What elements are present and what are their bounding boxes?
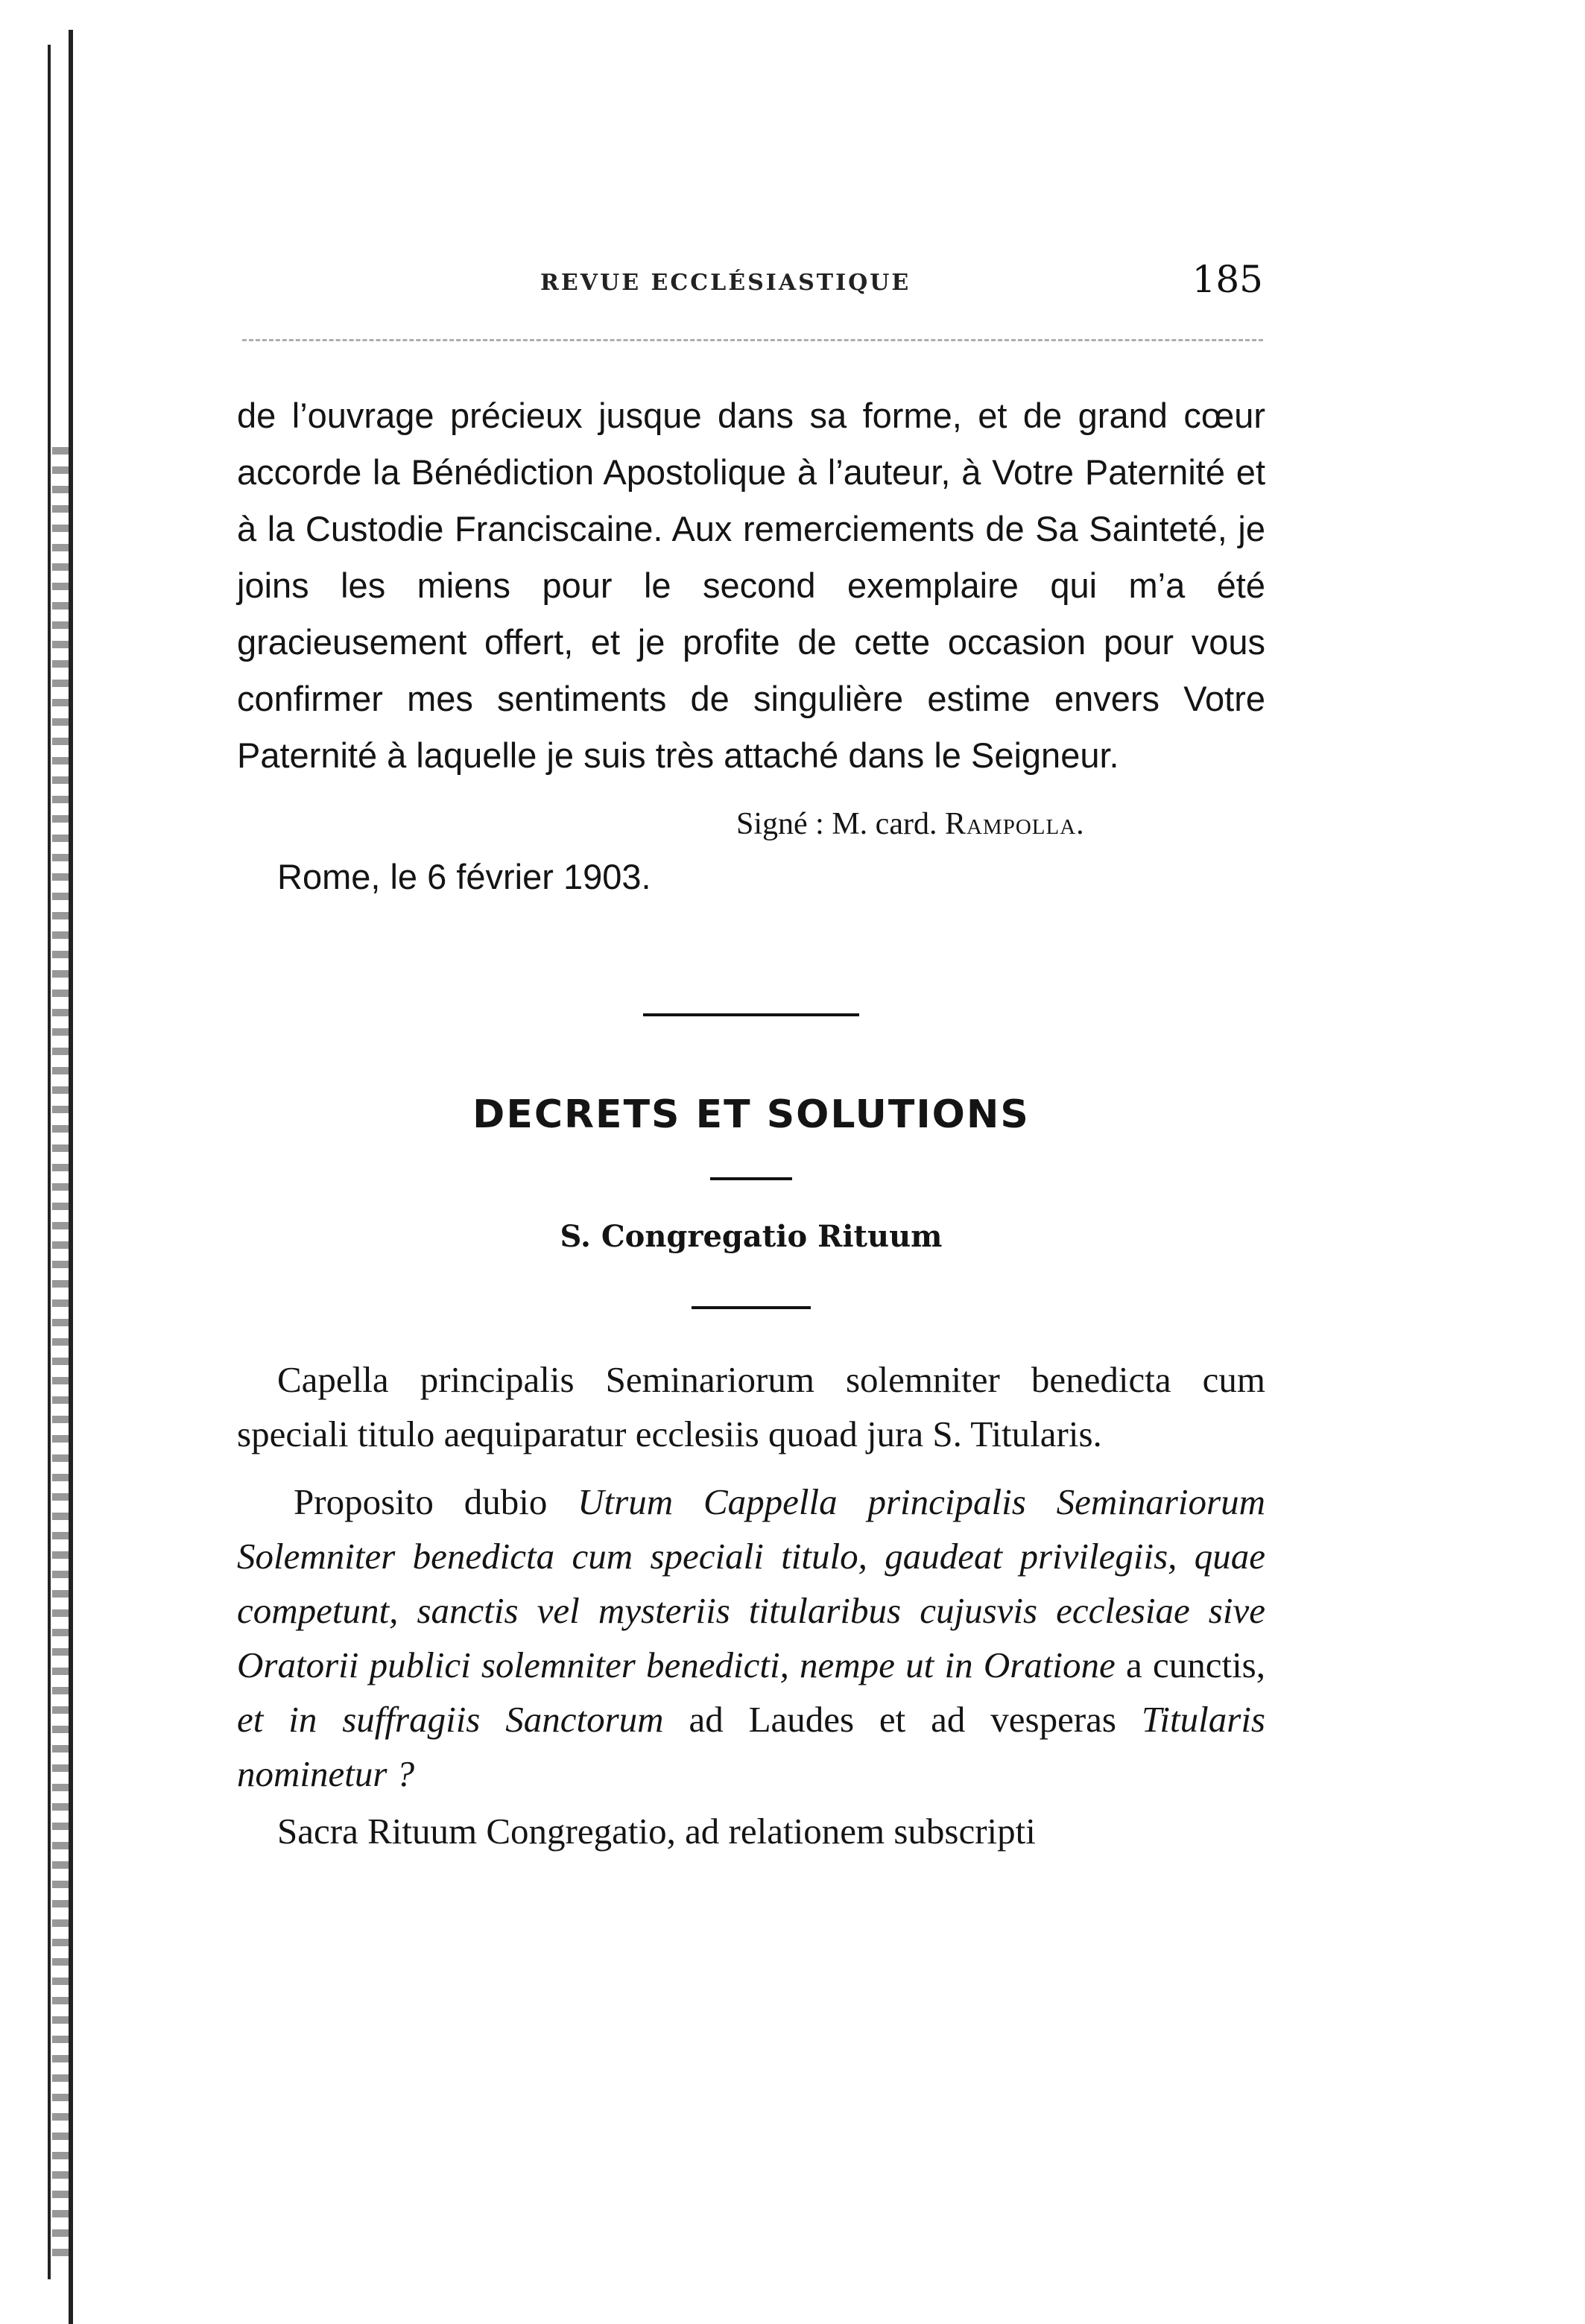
binding-line <box>48 45 51 2279</box>
running-title: REVUE ECCLÉSIASTIQUE <box>540 270 911 296</box>
signature-prefix: Signé : M. card. <box>736 807 945 841</box>
subtitle-divider <box>692 1306 811 1309</box>
question-part-2: et in suffragiis Sanctorum <box>237 1699 664 1740</box>
question-part-1: Utrum Cappella principalis Seminariorum Solemniter benedicta cum speciali titulo, gaudeat privilegiis, quae competunt, sanctis vel mysteriis titularibus cujusvis ecclesiae sive Oratorii publici solemniter benedicti, nempe ut in Oratione <box>237 1481 1266 1685</box>
title-divider <box>710 1177 792 1180</box>
question-mid-2: ad Laudes et ad vesperas <box>663 1699 1142 1740</box>
decree-question <box>237 1475 1265 1801</box>
text-column <box>237 387 1265 1858</box>
running-head <box>242 253 1263 313</box>
section-divider <box>643 1013 859 1016</box>
decree-summary: Capella principalis Seminariorum solemniter benedicta cum speciali titulo aequiparatur ecclesiis quoad jura S. Titularis. <box>237 1359 1265 1454</box>
header-rule <box>242 339 1263 341</box>
propositum-lead: Proposito dubio <box>294 1481 578 1522</box>
subsection-title: S. Congregatio Rituum <box>560 1219 943 1254</box>
signature-line <box>237 802 1265 846</box>
binding-line <box>69 30 73 2324</box>
letter-body: de l’ouvrage précieux jusque dans sa forme, et de grand cœur accorde la Bénédiction Apostolique à l’auteur, à Votre Paternité et à la Custodie Franciscaine. Aux remerciements de Sa Sainteté, je joins les miens pour le second exemplaire qui m’a été gracieusement offert, et je profite de cette occasion pour vous confirmer mes sentiments de singulière estime envers Votre Paternité à laquelle je suis très attaché dans le Seigneur. <box>237 396 1265 775</box>
dateline: Rome, le 6 février 1903. <box>277 857 651 896</box>
question-part-3: Titularis nominetur ? <box>237 1699 1265 1794</box>
page-number: 185 <box>1192 258 1263 301</box>
scan-binding-edge <box>0 0 97 2324</box>
signature-name: Rampolla. <box>944 807 1085 841</box>
decree-response: Sacra Rituum Congregatio, ad relationem subscripti <box>277 1811 1036 1852</box>
binding-stitch-marks <box>52 447 69 2264</box>
question-mid: a cunctis, <box>1115 1644 1266 1685</box>
section-title: DECRETS ET SOLUTIONS <box>472 1092 1030 1137</box>
